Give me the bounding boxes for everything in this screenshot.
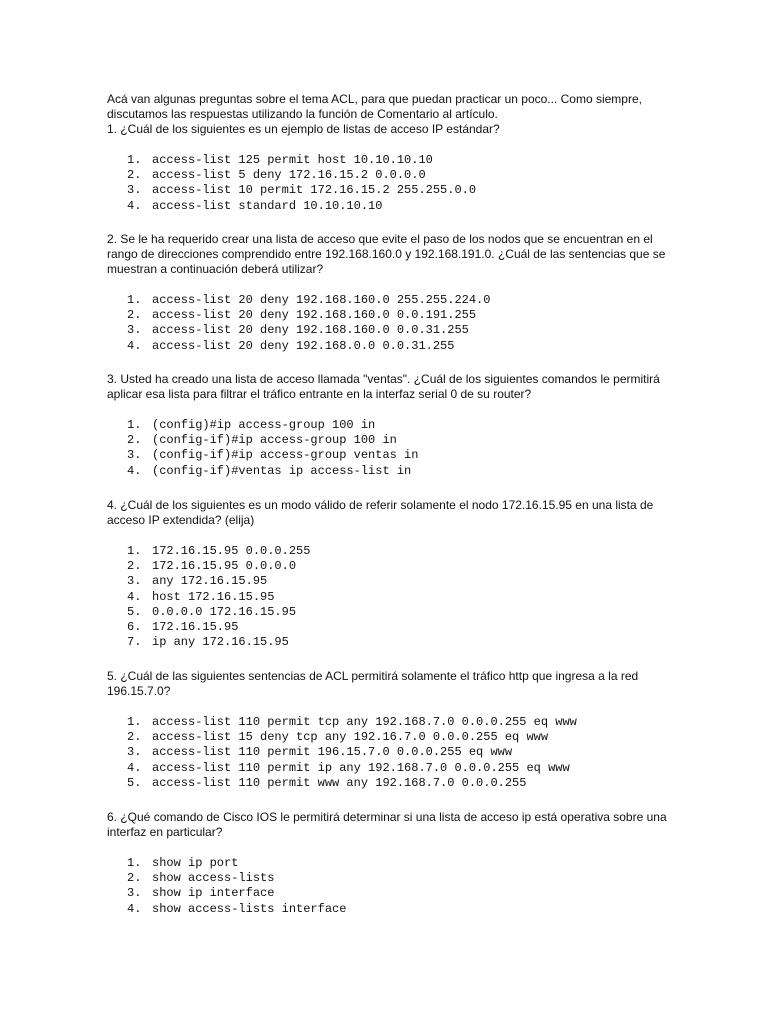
option-text: access-list 10 permit 172.16.15.2 255.255.0.0 [152, 183, 477, 198]
question-2-options [107, 293, 490, 354]
option-text: 172.16.15.95 0.0.0.0 [152, 559, 297, 574]
option-text: 0.0.0.0 172.16.15.95 [152, 604, 297, 619]
option-number: 3. [127, 574, 142, 589]
list-item [107, 886, 346, 901]
list-item [107, 339, 490, 354]
option-number: 1. [127, 293, 142, 307]
list-item [107, 153, 476, 168]
option-number: 2. [127, 308, 142, 323]
intro-paragraph [107, 92, 667, 122]
list-item [107, 323, 490, 338]
option-text: (config-if)#ip access-group ventas in [152, 448, 419, 463]
list-item [107, 745, 577, 760]
option-number: 4. [127, 338, 142, 353]
option-text: ip any 172.16.15.95 [152, 635, 289, 650]
option-number: 3. [127, 448, 142, 463]
list-item [107, 544, 310, 559]
list-item [107, 168, 476, 183]
option-number: 4. [127, 463, 142, 478]
question-6-options [107, 856, 346, 917]
option-number: 3. [127, 323, 142, 338]
option-number: 2. [127, 433, 142, 448]
option-text: (config-if)#ip access-group 100 in [152, 433, 397, 448]
option-number: 4. [127, 198, 142, 213]
option-number: 5. [127, 604, 142, 619]
option-text: access-list 110 permit ip any 192.168.7.0 0.0.0.255 eq www [152, 760, 570, 775]
list-item [107, 464, 418, 479]
option-text: access-list 20 deny 192.168.0.0 0.0.31.255 [152, 338, 455, 353]
list-item [107, 856, 346, 871]
option-number: 1. [127, 544, 142, 558]
option-text: show access-lists interface [152, 901, 347, 916]
question-2-text: 2. Se le ha requerido crear una lista de acceso que evite el paso de los nodos que se encuentran en el rango de direcciones comprendido entre 192.168.160.0 y 192.168.191.0. ¿Cuál de las sentencias que se muestran a continuación deberá utilizar? [107, 232, 666, 276]
option-number: 4. [127, 901, 142, 916]
list-item [107, 183, 476, 198]
list-item [107, 715, 577, 730]
option-number: 7. [127, 635, 142, 650]
option-text: access-list 20 deny 192.168.160.0 0.0.31.255 [152, 323, 469, 338]
option-number: 3. [127, 886, 142, 901]
list-item [107, 620, 310, 635]
option-text: show ip port [152, 856, 239, 870]
option-text: access-list 5 deny 172.16.15.2 0.0.0.0 [152, 168, 426, 183]
option-text: access-list 20 deny 192.168.160.0 255.255.224.0 [152, 293, 491, 307]
option-number: 6. [127, 620, 142, 635]
list-item [107, 730, 577, 745]
option-number: 4. [127, 589, 142, 604]
option-text: show ip interface [152, 886, 275, 901]
question-6-text: 6. ¿Qué comando de Cisco IOS le permitirá determinar si una lista de acceso ip está operativa sobre una interfaz en particular? [107, 810, 667, 839]
list-item [107, 635, 310, 650]
question-4-text: 4. ¿Cuál de los siguientes es un modo válido de referir solamente el nodo 172.16.15.95 en una lista de acceso IP extendida? (elija) [107, 498, 654, 527]
option-text: any 172.16.15.95 [152, 574, 268, 589]
list-item [107, 776, 577, 791]
option-text: access-list 20 deny 192.168.160.0 0.0.191.255 [152, 308, 477, 323]
list-item [107, 293, 490, 308]
option-text: host 172.16.15.95 [152, 589, 275, 604]
list-item [107, 590, 310, 605]
list-item [107, 871, 346, 886]
option-text: (config)#ip access-group 100 in [152, 418, 376, 432]
option-number: 2. [127, 730, 142, 745]
question-3-text: 3. Usted ha creado una lista de acceso llamada "ventas". ¿Cuál de los siguientes comandos le permitirá aplicar esa lista para filtrar el tráfico entrante en la interfaz serial 0 de su router? [107, 372, 660, 401]
list-item [107, 902, 346, 917]
list-item [107, 448, 418, 463]
option-text: access-list standard 10.10.10.10 [152, 198, 383, 213]
list-item [107, 433, 418, 448]
list-item [107, 199, 476, 214]
question-4-options [107, 544, 310, 650]
list-item [107, 761, 577, 776]
list-item [107, 605, 310, 620]
question-5-text: 5. ¿Cuál de las siguientes sentencias de ACL permitirá solamente el tráfico http que ingresa a la red 196.15.7.0? [107, 669, 639, 698]
option-number: 5. [127, 775, 142, 790]
option-text: 172.16.15.95 0.0.0.255 [152, 544, 311, 558]
option-text: access-list 15 deny tcp any 192.16.7.0 0.0.0.255 eq www [152, 730, 549, 745]
question-1-options [107, 153, 476, 214]
option-text: (config-if)#ventas ip access-list in [152, 463, 412, 478]
option-number: 1. [127, 153, 142, 167]
intro-text: Acá van algunas preguntas sobre el tema ACL, para que puedan practicar un poco... Como siempre, discutamos las respuestas utilizando la función de Comentario al artículo. [107, 92, 642, 121]
list-item [107, 308, 490, 323]
option-number: 4. [127, 760, 142, 775]
option-text: access-list 110 permit tcp any 192.168.7.0 0.0.0.255 eq www [152, 715, 577, 729]
list-item [107, 418, 418, 433]
option-text: 172.16.15.95 [152, 620, 239, 635]
option-number: 2. [127, 559, 142, 574]
option-number: 3. [127, 745, 142, 760]
list-item [107, 574, 310, 589]
option-number: 1. [127, 418, 142, 432]
option-text: show access-lists [152, 871, 275, 886]
question-5-options [107, 715, 577, 791]
option-number: 1. [127, 856, 142, 870]
option-number: 2. [127, 871, 142, 886]
question-3-options [107, 418, 418, 479]
option-text: access-list 125 permit host 10.10.10.10 [152, 153, 433, 167]
option-number: 3. [127, 183, 142, 198]
option-text: access-list 110 permit 196.15.7.0 0.0.0.255 eq www [152, 745, 513, 760]
option-number: 2. [127, 168, 142, 183]
question-1-text: 1. ¿Cuál de los siguientes es un ejemplo de listas de acceso IP estándar? [107, 122, 500, 136]
list-item [107, 559, 310, 574]
option-text: access-list 110 permit www any 192.168.7.0 0.0.0.255 [152, 775, 527, 790]
option-number: 1. [127, 715, 142, 729]
